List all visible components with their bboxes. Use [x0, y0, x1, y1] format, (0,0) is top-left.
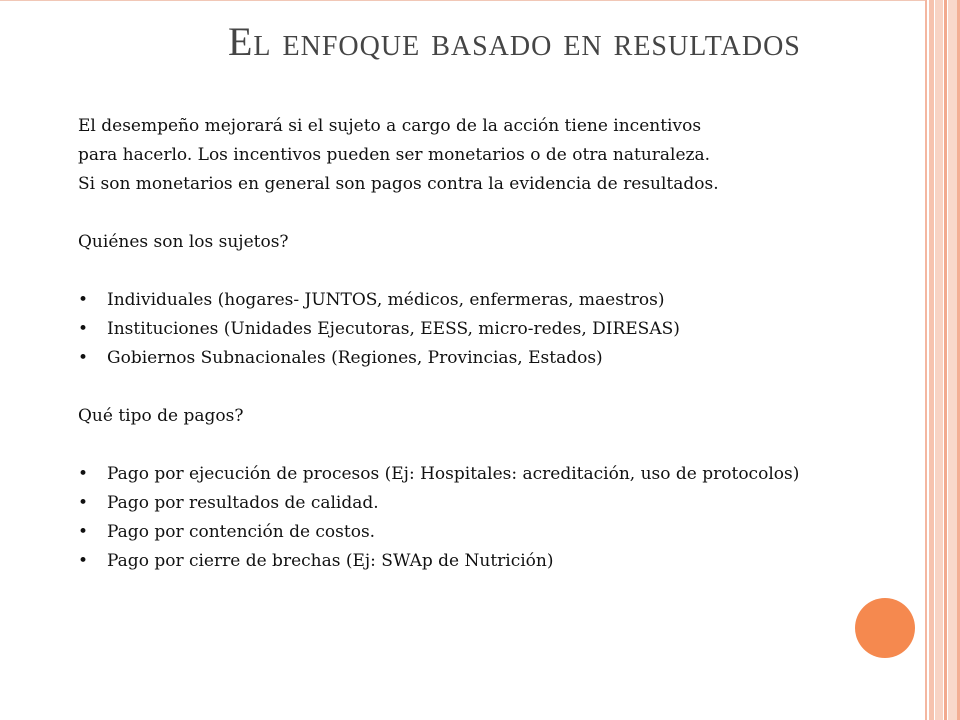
decorative-stripe — [925, 0, 927, 720]
bullet-icon: • — [78, 464, 89, 484]
decorative-stripe — [944, 0, 947, 720]
subjects-item-text: Individuales (hogares- JUNTOS, médicos, enfermeras, maestros) — [107, 290, 665, 310]
intro-line: El desempeño mejorará si el sujeto a cargo de la acción tiene incentivos — [78, 116, 702, 136]
bullet-icon: • — [78, 348, 89, 368]
bullet-icon: • — [78, 319, 89, 339]
bullet-icon: • — [78, 493, 89, 513]
subjects-question: Quiénes son los sujetos? — [78, 232, 289, 252]
subjects-list-item — [78, 344, 898, 373]
subjects-list-item — [78, 286, 898, 315]
subjects-list-item — [78, 315, 898, 344]
slide-body — [78, 112, 898, 576]
payments-item-text: Pago por contención de costos. — [107, 522, 376, 542]
decorative-stripe — [948, 0, 957, 720]
payments-list-item — [78, 489, 898, 518]
subjects-item-text: Instituciones (Unidades Ejecutoras, EESS, micro-redes, DIRESAS) — [107, 319, 680, 339]
decorative-stripe — [935, 0, 943, 720]
decorative-circle — [855, 598, 915, 658]
payments-list-item — [78, 518, 898, 547]
payments-list-item — [78, 547, 898, 576]
bullet-icon: • — [78, 290, 89, 310]
slide-title: El enfoque basado en resultados — [228, 19, 801, 64]
payments-question: Qué tipo de pagos? — [78, 406, 244, 426]
payments-item-text: Pago por cierre de brechas (Ej: SWAp de Nutrición) — [107, 551, 554, 571]
bullet-icon: • — [78, 551, 89, 571]
bullet-icon: • — [78, 522, 89, 542]
payments-list-item — [78, 460, 898, 489]
payments-item-text: Pago por resultados de calidad. — [107, 493, 379, 513]
top-border-line — [0, 0, 925, 1]
subjects-item-text: Gobiernos Subnacionales (Regiones, Provincias, Estados) — [107, 348, 603, 368]
payments-item-text: Pago por ejecución de procesos (Ej: Hospitales: acreditación, uso de protocolos) — [107, 464, 800, 484]
intro-line: Si son monetarios en general son pagos contra la evidencia de resultados. — [78, 174, 719, 194]
decorative-stripe — [929, 0, 934, 720]
intro-line: para hacerlo. Los incentivos pueden ser monetarios o de otra naturaleza. — [78, 145, 711, 165]
